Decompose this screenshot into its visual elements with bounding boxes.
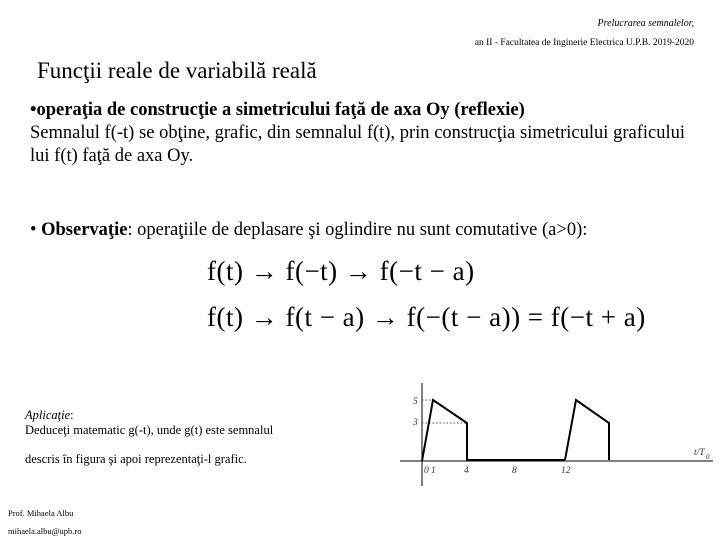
heading-text: operaţia de construcţie a simetricului faţă de axa Oy (reflexie) — [36, 100, 525, 120]
slide-title: Funcţii reale de variabilă reală — [37, 58, 317, 83]
bullet: • — [30, 220, 42, 240]
x-tick-4: 4 — [464, 466, 469, 476]
formula-line-2: f(t) → f(t − a) → f(−(t − a)) = f(−t + a) — [207, 302, 646, 332]
x-tick-0: 0 — [424, 466, 429, 476]
x-tick-1: 1 — [431, 466, 436, 476]
y-tick-3: 3 — [413, 418, 418, 428]
section-observation — [30, 219, 685, 242]
footer-author: Prof. Mihaela Albu — [8, 508, 74, 518]
application-line-1: Deduceţi matematic g(-t), unde g(t) este semnalul — [25, 423, 274, 437]
observation-text: : operaţiile de deplasare şi oglindire nu sunt comutative (a>0): — [127, 220, 588, 240]
x-tick-8: 8 — [512, 466, 517, 476]
header-course-title: Prelucrarea semnalelor, — [597, 18, 694, 29]
observation-label: Observaţie — [41, 220, 128, 240]
bullet: • — [30, 100, 37, 120]
x-axis-subscript: 0 — [706, 453, 710, 461]
application-label: Aplicaţie — [25, 408, 71, 422]
formula-line-1: f(t) → f(−t) → f(−t − a) — [207, 256, 475, 286]
application-line-2: descris în figura şi apoi reprezentaţi-l grafic. — [25, 452, 247, 466]
header-faculty-line: an II - Facultatea de Inginerie Electrica U.P.B. 2019-2020 — [474, 38, 694, 48]
section-reflection — [30, 99, 685, 168]
application-colon: : — [70, 408, 74, 422]
x-axis-label: t/T — [694, 448, 705, 458]
footer-email: mihaela.albu@upb.ro — [8, 526, 82, 536]
application-block — [25, 408, 365, 467]
section-reflection-body: Semnalul f(-t) se obţine, grafic, din semnalul f(t), prin construcţia simetricului graficului lui f(t) faţă de axa Oy. — [30, 123, 685, 166]
signal-graph — [395, 378, 720, 493]
section-reflection-heading — [30, 99, 685, 122]
pulse-1 — [422, 400, 467, 461]
x-tick-12: 12 — [561, 466, 571, 476]
y-tick-5: 5 — [413, 397, 418, 407]
pulse-2 — [565, 400, 609, 460]
